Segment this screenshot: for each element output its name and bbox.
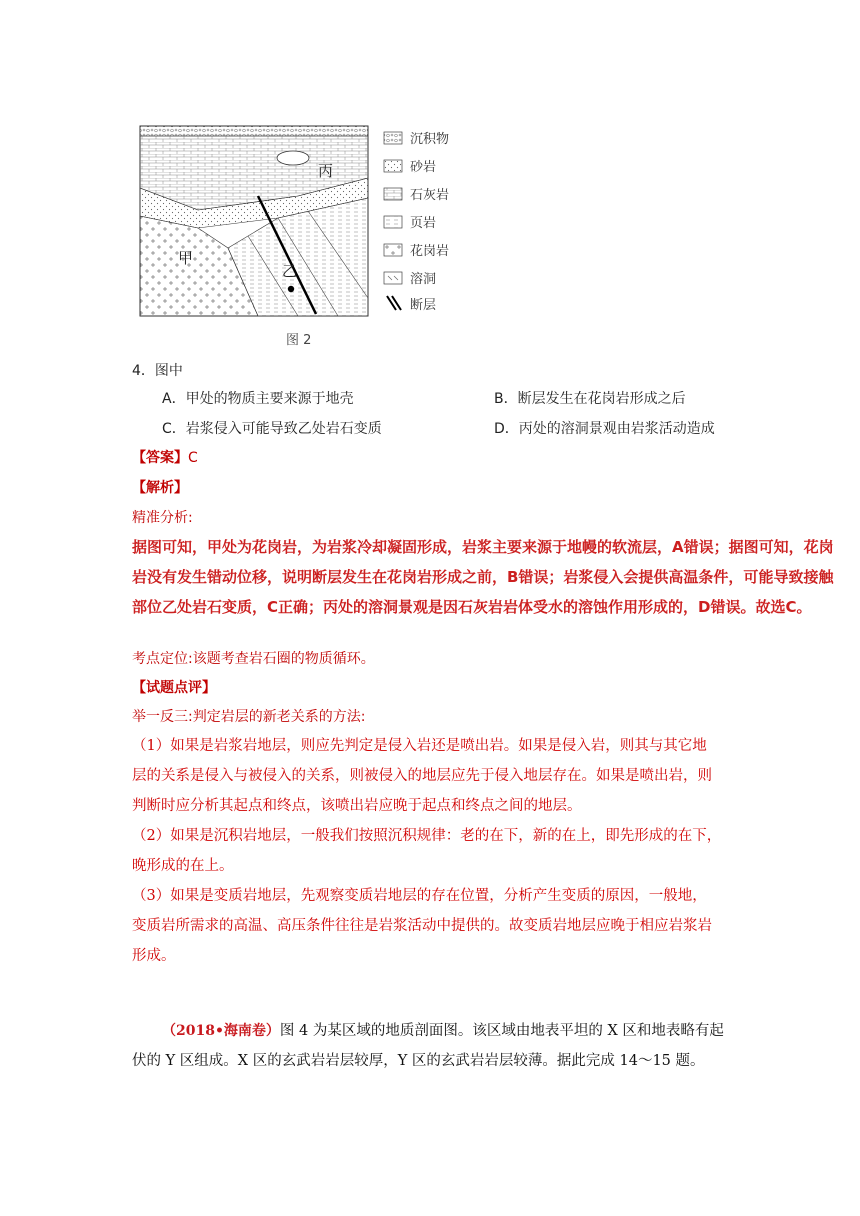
- next-question-line-2: 伏的 Y 区组成。X 区的玄武岩岩层较厚，Y 区的玄武岩岩层较薄。据此完成 14～15 题。: [132, 1053, 705, 1069]
- review-line: 层的关系是侵入与被侵入的关系，则被侵入的地层应先于侵入地层存在。如果是喷出岩，则: [132, 768, 712, 784]
- analysis-line: 部位乙处岩石变质，C正确；丙处的溶洞景观是因石灰岩岩体受水的溶蚀作用形成的，D错误。故选C。: [132, 598, 812, 616]
- legend-item: 页岩: [410, 216, 437, 231]
- next-question-line-1: [162, 1016, 724, 1046]
- option-c: C．岩浆侵入可能导致乙处岩石变质: [162, 421, 382, 437]
- cross-section-block: [140, 126, 368, 316]
- option-a: A．甲处的物质主要来源于地壳: [162, 391, 354, 407]
- question-stem: 4．图中: [132, 363, 183, 379]
- geology-figure: [138, 118, 478, 350]
- review-line: （3）如果是变质岩地层，先观察变质岩地层的存在位置，分析产生变质的原因，一般地，: [132, 888, 707, 904]
- legend-item: 沉积物: [410, 132, 450, 147]
- geologic-cross-section: [138, 118, 478, 350]
- option-d: D．丙处的溶洞景观由岩浆活动造成: [494, 421, 715, 437]
- legend: [384, 131, 449, 313]
- review-body: [132, 731, 732, 971]
- review-line: 晚形成的在上。: [132, 858, 234, 874]
- next-line1-text: 图 4 为某区域的地质剖面图。该区域由地表平坦的 X 区和地表略有起: [279, 1023, 724, 1039]
- answer-value: C: [188, 450, 198, 466]
- analysis-body: [132, 532, 852, 622]
- analysis-tag: 【解析】: [132, 480, 188, 496]
- review-line: 变质岩所需求的高温、高压条件往往是岩浆活动中提供的。故变质岩地层应晚于相应岩浆岩: [132, 918, 712, 934]
- analysis-intro: 精准分析:: [132, 510, 193, 526]
- label-yi: 乙: [282, 262, 298, 280]
- legend-item: 石灰岩: [410, 188, 450, 203]
- cave-shape: [277, 151, 309, 165]
- source-tag: （2018•海南卷）: [162, 1023, 280, 1039]
- review-tag: 【试题点评】: [132, 680, 216, 696]
- label-jia: 甲: [178, 249, 194, 267]
- review-line: （1）如果是岩浆岩地层，则应先判定是侵入岩还是喷出岩。如果是侵入岩，则其与其它地: [132, 738, 707, 754]
- label-bing: 丙: [318, 162, 334, 180]
- legend-item: 溶洞: [410, 272, 437, 287]
- review-intro: 举一反三:判定岩层的新老关系的方法:: [132, 709, 366, 725]
- analysis-point: 考点定位:该题考查岩石圈的物质循环。: [132, 651, 375, 667]
- review-line: （2）如果是沉积岩地层，一般我们按照沉积规律：老的在下，新的在上，即先形成的在下，: [132, 828, 722, 844]
- figure-caption: 图 2: [286, 333, 312, 348]
- analysis-line: 岩没有发生错动位移，说明断层发生在花岗岩形成之前，B错误；岩浆侵入会提供高温条件，可能导致接触: [132, 568, 834, 586]
- legend-item: 花岗岩: [410, 244, 450, 259]
- answer-row: [132, 447, 198, 467]
- legend-item: 断层: [410, 298, 437, 313]
- answer-tag: 【答案】: [132, 450, 188, 466]
- review-line: 形成。: [132, 948, 176, 964]
- option-b: B．断层发生在花岗岩形成之后: [494, 391, 686, 407]
- legend-item: 砂岩: [410, 160, 437, 175]
- review-line: 判断时应分析其起点和终点，该喷出岩应晚于起点和终点之间的地层。: [132, 798, 582, 814]
- analysis-line: 据图可知，甲处为花岗岩，为岩浆冷却凝固形成，岩浆主要来源于地幔的软流层，A错误；据图可知，花岗: [132, 538, 834, 556]
